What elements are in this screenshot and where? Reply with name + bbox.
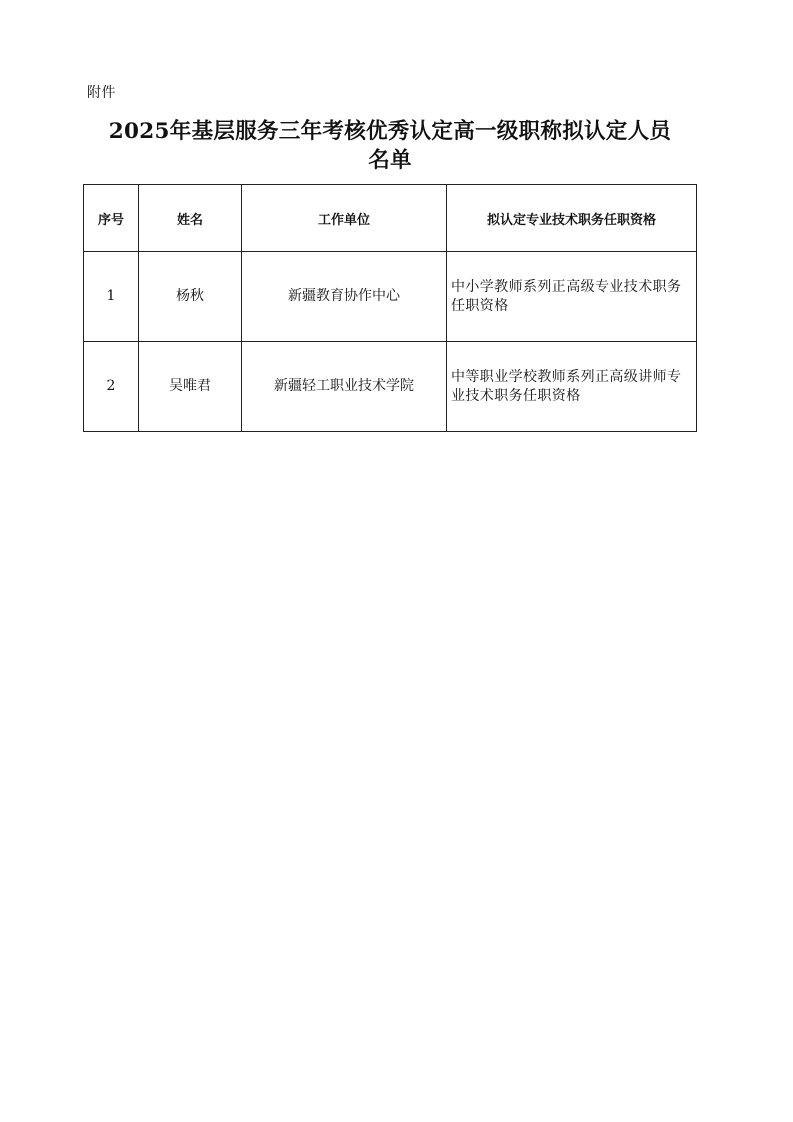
document-title-line-1: 2025年基层服务三年考核优秀认定高一级职称拟认定人员	[108, 119, 672, 144]
document-title	[60, 117, 720, 175]
header-index: 序号	[84, 185, 139, 252]
cell-index: 2	[84, 342, 139, 432]
document-title-line-2: 名单	[368, 148, 412, 173]
table-row	[84, 252, 697, 342]
cell-unit: 新疆轻工职业技术学院	[242, 342, 447, 432]
cell-name: 杨秋	[139, 252, 242, 342]
header-qualification: 拟认定专业技术职务任职资格	[447, 185, 697, 252]
cell-qualification: 中等职业学校教师系列正高级讲师专业技术职务任职资格	[447, 342, 697, 432]
header-unit: 工作单位	[242, 185, 447, 252]
cell-index: 1	[84, 252, 139, 342]
cell-name: 吴唯君	[139, 342, 242, 432]
attachment-label: 附件	[87, 85, 116, 101]
table-row	[84, 342, 697, 432]
cell-qualification: 中小学教师系列正高级专业技术职务任职资格	[447, 252, 697, 342]
cell-unit: 新疆教育协作中心	[242, 252, 447, 342]
table-header-row	[84, 185, 697, 252]
personnel-table	[83, 184, 697, 432]
header-name: 姓名	[139, 185, 242, 252]
